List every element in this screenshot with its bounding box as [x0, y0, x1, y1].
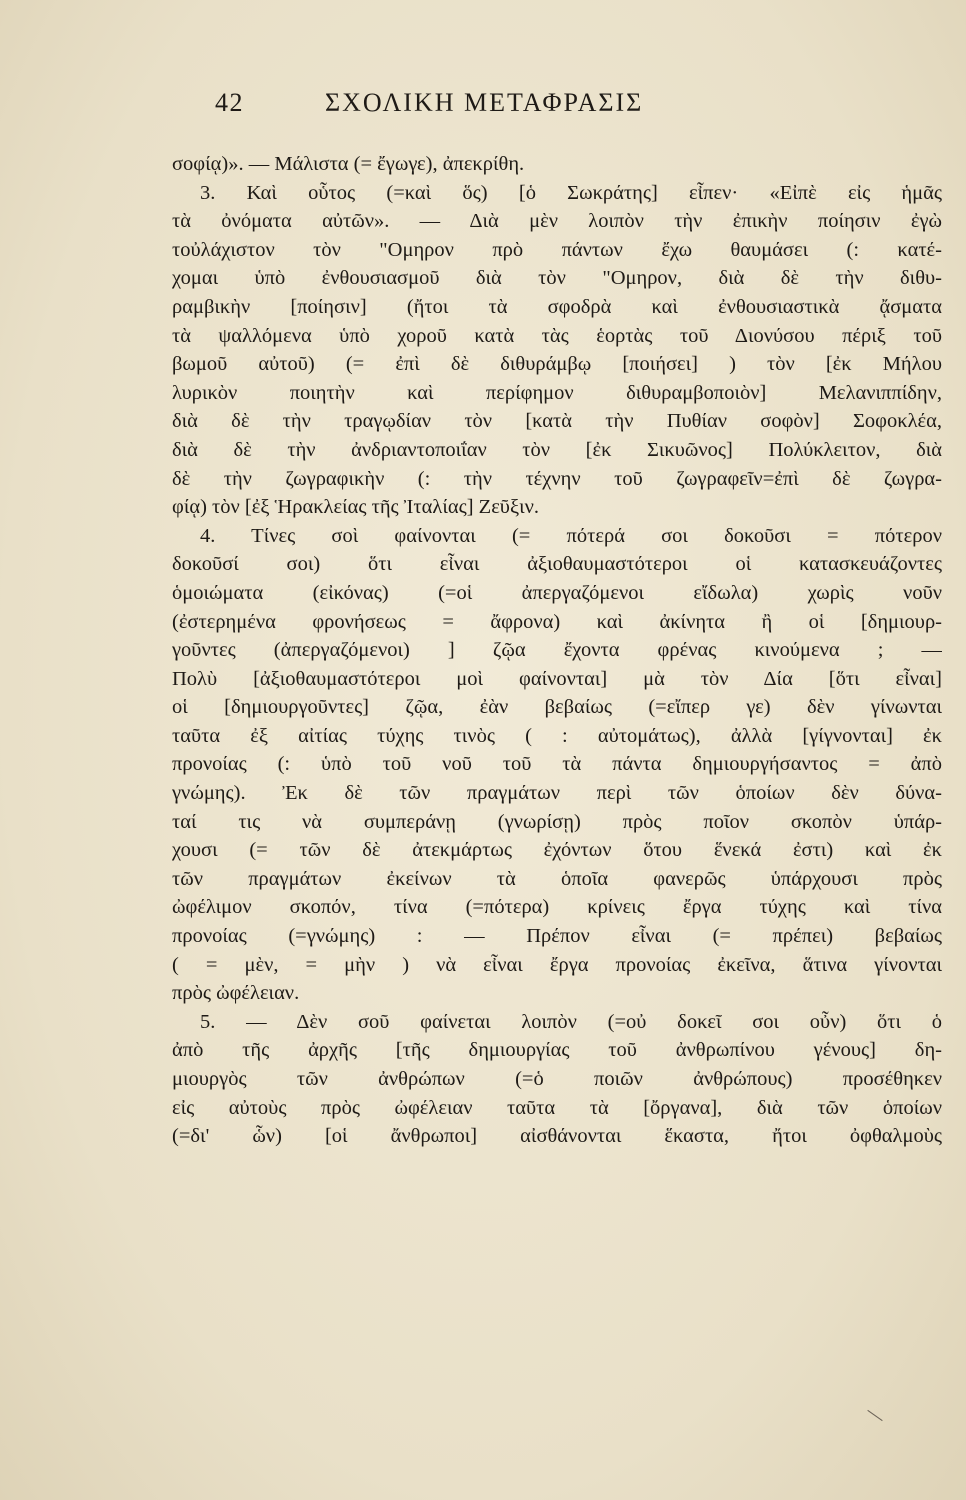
text-line: τὰ ψαλλόμενα ὑπὸ χοροῦ κατὰ τὰς ἑορτὰς τοῦ Διονύσου πέριξ τοῦ	[172, 324, 942, 347]
text-body	[172, 150, 942, 1151]
stray-mark	[867, 1410, 882, 1421]
paragraph-4-start: 4. Τίνες σοὶ φαίνονται (= πότερά σοι δοκοῦσι = πότερον	[200, 524, 942, 547]
text-line: μιουργὸς τῶν ἀνθρώπων (=ὁ ποιῶν ἀνθρώπους) προσέθηκεν	[172, 1068, 942, 1090]
running-title: ΣΧΟΛΙΚΗ ΜΕΤΑΦΡΑΣΙΣ	[325, 88, 644, 117]
text-line: ἀπὸ τῆς ἀρχῆς [τῆς δημιουργίας τοῦ ἀνθρωπίνου γένους] δη-	[172, 1039, 942, 1062]
text-line: προνοίας (=γνώμης) : — Πρέπον εἶναι (= πρέπει) βεβαίως	[172, 925, 942, 948]
text-line: ταῦτα ἐξ αἰτίας τύχης τινὸς ( : αὐτομάτως), ἀλλὰ [γίγνονται] ἐκ	[172, 724, 942, 747]
paragraph-5-start: 5. — Δὲν σοῦ φαίνεται λοιπὸν (=οὐ δοκεῖ σοι οὖν) ὅτι ὁ	[200, 1010, 942, 1033]
text-line: πρὸς ὠφέλειαν.	[172, 982, 300, 1005]
text-line: διὰ δὲ τὴν ἀνδριαντοποιΐαν τὸν [ἐκ Σικυῶνος] Πολύκλειτον, διὰ	[172, 438, 942, 461]
text-line: τὰ ὀνόματα αὐτῶν». — Διὰ μὲν λοιπὸν τὴν ἐπικὴν ποίησιν ἐγὼ	[172, 210, 942, 233]
text-line: Πολὺ [ἀξιοθαυμαστότεροι μοὶ φαίνονται] μὰ τὸν Δία [ὅτι εἶναι]	[172, 667, 942, 690]
text-line: (ἐστερημένα φρονήσεως = ἄφρονα) καὶ ἀκίνητα ἢ οἱ [δημιουρ-	[172, 610, 942, 633]
text-line: προνοίας (: ὑπὸ τοῦ νοῦ τοῦ τὰ πάντα δημιουργήσαντος = ἀπὸ	[172, 753, 942, 776]
text-line: χουσι (= τῶν δὲ ἀτεκμάρτως ἐχόντων ὅτου ἕνεκά ἐστι) καὶ ἐκ	[172, 839, 942, 862]
text-line: εἰς αὐτοὺς πρὸς ὠφέλειαν ταῦτα τὰ [ὄργανα], διὰ τῶν ὁποίων	[172, 1096, 942, 1119]
paragraph-3-start: 3. Καὶ οὗτος (=καὶ ὅς) [ὁ Σωκράτης] εἶπεν· «Εἰπὲ εἰς ἡμᾶς	[200, 181, 942, 204]
text-line: οἱ [δημιουργοῦντες] ζῷα, ἐὰν βεβαίως (=εἴπερ γε) δὲν γίνωνται	[172, 696, 942, 719]
text-line: ταί τις νὰ συμπεράνῃ (γνωρίσῃ) πρὸς ποῖον σκοπὸν ὑπάρ-	[172, 810, 942, 833]
text-line: δὲ τὴν ζωγραφικὴν (: τὴν τέχνην τοῦ ζωγραφεῖν=ἐπὶ δὲ ζωγρα-	[172, 467, 942, 490]
text-line: δοκοῦσί σοι) ὅτι εἶναι ἀξιοθαυμαστότεροι οἱ κατασκευάζοντες	[172, 553, 942, 576]
text-line: ραμβικὴν [ποίησιν] (ἤτοι τὰ σφοδρὰ καὶ ἐνθουσιαστικὰ ᾄσματα	[172, 295, 942, 318]
text-line: (=δι' ὧν) [οἱ ἄνθρωποι] αἰσθάνονται ἕκαστα, ἤτοι ὀφθαλμοὺς	[172, 1125, 942, 1148]
text-line: τῶν πραγμάτων ἐκείνων τὰ ὁποῖα φανερῶς ὑπάρχουσι πρὸς	[172, 867, 942, 890]
text-line: σοφίᾳ)». — Μάλιστα (= ἔγωγε), ἀπεκρίθη.	[172, 153, 525, 175]
text-line: βωμοῦ αὐτοῦ) (= ἐπὶ δὲ διθυράμβῳ [ποιήσει] ) τὸν [ἐκ Μήλου	[172, 353, 942, 376]
text-line: ὁμοιώματα (εἰκόνας) (=οἱ ἀπεργαζόμενοι εἴδωλα) χωρὶς νοῦν	[172, 581, 942, 604]
text-line: φίᾳ) τὸν [ἐξ Ἡρακλείας τῆς Ἰταλίας] Ζεῦξιν.	[172, 496, 539, 519]
text-line: γνώμης). Ἐκ δὲ τῶν πραγμάτων περὶ τῶν ὁποίων δὲν δύνα-	[172, 782, 942, 805]
text-line: ὠφέλιμον σκοπόν, τίνα (=πότερα) κρίνεις ἔργα τύχης καὶ τίνα	[172, 896, 942, 919]
text-line: χομαι ὑπὸ ἐνθουσιασμοῦ διὰ τὸν "Ομηρον, διὰ δὲ τὴν διθυ-	[172, 267, 942, 290]
text-line: ( = μὲν, = μὴν ) νὰ εἶναι ἔργα προνοίας ἐκεῖνα, ἅτινα γίνονται	[172, 953, 942, 976]
text-line: λυρικὸν ποιητὴν καὶ περίφημον διθυραμβοποιὸν] Μελανιππίδην,	[172, 381, 942, 404]
page-number: 42	[215, 88, 244, 117]
text-line: τοὐλάχιστον τὸν "Ομηρον πρὸ πάντων ἔχω θαυμάσει (: κατέ-	[172, 238, 942, 261]
text-line: γοῦντες (ἀπεργαζόμενοι) ] ζῷα ἔχοντα φρένας κινούμενα ; —	[172, 639, 942, 662]
text-line: διὰ δὲ τὴν τραγῳδίαν τὸν [κατὰ τὴν Πυθίαν σοφὸν] Σοφοκλέα,	[172, 410, 942, 433]
